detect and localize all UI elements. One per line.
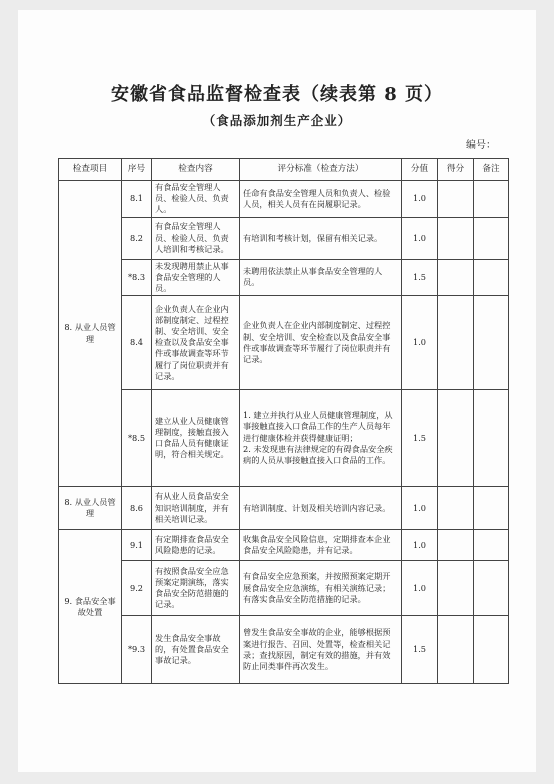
row-score: 1.0 [402, 530, 438, 561]
row-got-input[interactable] [438, 561, 474, 616]
row-score: 1.0 [402, 487, 438, 530]
inspection-table [58, 158, 509, 684]
row-content: 有食品安全管理人员、检验人员、负责人培训和考核记录。 [152, 217, 240, 259]
group-cell: 8. 从业人员管理 [59, 181, 122, 487]
table-row [59, 561, 509, 616]
table-header-row [59, 159, 509, 181]
row-standard: 曾发生食品安全事故的企业，能够根据预案进行报告、召回、处置等，检查相关记录；查找原因，制定有效的措施，并有效防止同类事件再次发生。 [240, 616, 402, 684]
row-standard: 有培训制度、计划及相关培训内容记录。 [240, 487, 402, 530]
table-row [59, 616, 509, 684]
row-got-input[interactable] [438, 530, 474, 561]
group-cell: 9. 食品安全事故处置 [59, 530, 122, 684]
row-remark-input[interactable] [474, 616, 509, 684]
header-no: 序号 [122, 159, 152, 181]
row-content: 未发现聘用禁止从事食品安全管理的人员。 [152, 259, 240, 296]
header-item: 检查项目 [59, 159, 122, 181]
row-standard: 1. 建立并执行从业人员健康管理制度，从事接触直接入口食品工作的生产人员每年进行健康体检并获得健康证明； 2. 未发现患有法律规定的有碍食品安全疾病的人员从事接触直接入口食品的工作。 [240, 390, 402, 487]
row-content: 有从业人员食品安全知识培训制度，并有相关培训记录。 [152, 487, 240, 530]
row-content: 建立从业人员健康管理制度，接触直接入口食品人员有健康证明，符合相关规定。 [152, 390, 240, 487]
row-no: *8.5 [122, 390, 152, 487]
document-page [18, 10, 536, 772]
row-got-input[interactable] [438, 296, 474, 390]
table-row [59, 296, 509, 390]
header-score: 分值 [402, 159, 438, 181]
row-standard: 企业负责人在企业内部制度制定、过程控制、安全培训、安全检查以及食品安全事件或事故调查等环节履行了岗位职责并有记录。 [240, 296, 402, 390]
row-got-input[interactable] [438, 616, 474, 684]
row-got-input[interactable] [438, 217, 474, 259]
header-got: 得分 [438, 159, 474, 181]
row-remark-input[interactable] [474, 259, 509, 296]
row-remark-input[interactable] [474, 530, 509, 561]
row-remark-input[interactable] [474, 181, 509, 218]
serial-number-label: 编号： [466, 140, 496, 151]
group-cell: 8. 从业人员管理 [59, 487, 122, 530]
row-score: 1.0 [402, 561, 438, 616]
row-standard: 有食品安全应急预案，并按照预案定期开展食品安全应急演练，有相关演练记录；有落实食品安全防范措施的记录。 [240, 561, 402, 616]
row-content: 企业负责人在企业内部制度制定、过程控制、安全培训、安全检查以及食品安全事件或事故调查等环节履行了岗位职责并有记录。 [152, 296, 240, 390]
table-row [59, 259, 509, 296]
row-remark-input[interactable] [474, 561, 509, 616]
row-score: 1.5 [402, 616, 438, 684]
row-remark-input[interactable] [474, 390, 509, 487]
row-no: 9.2 [122, 561, 152, 616]
header-standard: 评分标准（检查方法） [240, 159, 402, 181]
table-row [59, 217, 509, 259]
row-remark-input[interactable] [474, 296, 509, 390]
row-got-input[interactable] [438, 259, 474, 296]
row-score: 1.0 [402, 296, 438, 390]
row-remark-input[interactable] [474, 487, 509, 530]
row-content: 发生食品安全事故的，有处置食品安全事故记录。 [152, 616, 240, 684]
row-no: 9.1 [122, 530, 152, 561]
row-content: 有食品安全管理人员、检验人员、负责人。 [152, 181, 240, 218]
row-no: 8.2 [122, 217, 152, 259]
row-no: 8.4 [122, 296, 152, 390]
header-content: 检查内容 [152, 159, 240, 181]
row-remark-input[interactable] [474, 217, 509, 259]
row-content: 有定期排查食品安全风险隐患的记录。 [152, 530, 240, 561]
row-got-input[interactable] [438, 390, 474, 487]
row-no: 8.6 [122, 487, 152, 530]
row-got-input[interactable] [438, 181, 474, 218]
row-standard: 未聘用依法禁止从事食品安全管理的人员。 [240, 259, 402, 296]
row-score: 1.5 [402, 390, 438, 487]
row-no: 8.1 [122, 181, 152, 218]
row-score: 1.0 [402, 181, 438, 218]
row-content: 有按照食品安全应急预案定期演练，落实食品安全防范措施的记录。 [152, 561, 240, 616]
row-standard: 任命有食品安全管理人员和负责人、检验人员，相关人员有在岗履职记录。 [240, 181, 402, 218]
table-row [59, 390, 509, 487]
row-got-input[interactable] [438, 487, 474, 530]
header-remark: 备注 [474, 159, 509, 181]
table-row [59, 530, 509, 561]
row-no: *8.3 [122, 259, 152, 296]
row-no: *9.3 [122, 616, 152, 684]
row-standard: 有培训和考核计划，保留有相关记录。 [240, 217, 402, 259]
row-score: 1.0 [402, 217, 438, 259]
document-subtitle: （食品添加剂生产企业） [202, 113, 352, 128]
table-row [59, 487, 509, 530]
row-standard: 收集食品安全风险信息，定期排查本企业食品安全风险隐患，并有记录。 [240, 530, 402, 561]
table-row [59, 181, 509, 218]
row-score: 1.5 [402, 259, 438, 296]
document-title: 安徽省食品监督检查表（续表第 8 页） [110, 84, 444, 105]
